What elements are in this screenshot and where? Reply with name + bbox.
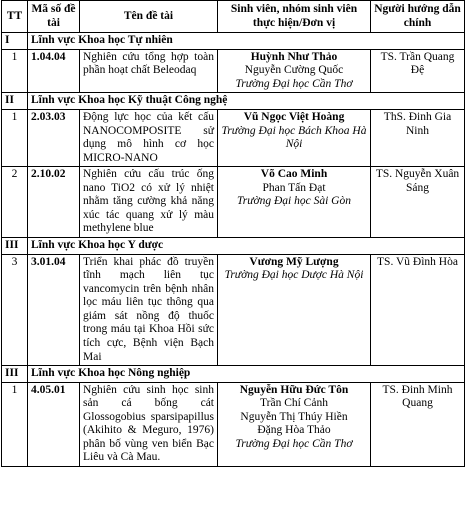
row-number: 1 xyxy=(2,109,28,166)
section-row xyxy=(2,366,465,383)
row-number: 1 xyxy=(2,49,28,93)
table-row xyxy=(2,167,465,238)
row-number: 1 xyxy=(2,382,28,466)
project-code: 1.04.04 xyxy=(28,49,80,93)
student-member: Nguyễn Thị Thúy Hiền xyxy=(240,410,348,423)
project-title: Động lực học của kết cấu NANOCOMPOSITE sử dụng mô hình cơ học MICRO-NANO xyxy=(80,109,218,166)
advisor-cell: TS. Vũ Đình Hòa xyxy=(371,254,465,366)
student-lead: Võ Cao Minh xyxy=(260,168,328,181)
table-row xyxy=(2,49,465,93)
advisor-cell: TS. Trần Quang Đệ xyxy=(371,49,465,93)
table-header-row xyxy=(2,1,465,33)
section-number: III xyxy=(2,366,28,383)
student-member: Trần Chí Cảnh xyxy=(260,397,328,410)
student-lead: Vương Mỹ Lượng xyxy=(249,255,339,268)
header-student: Sinh viên, nhóm sinh viên thực hiện/Đơn vị xyxy=(218,1,371,33)
student-lead: Nguyễn Hữu Đức Tôn xyxy=(239,383,349,396)
project-code: 2.10.02 xyxy=(28,167,80,238)
section-row xyxy=(2,93,465,110)
table-row xyxy=(2,254,465,366)
header-title: Tên đề tài xyxy=(80,1,218,33)
section-number: II xyxy=(2,93,28,110)
row-number: 2 xyxy=(2,167,28,238)
project-title: Nghiên cứu cấu trúc ống nano TiO2 có xử lý nhiệt nhằm tăng cường khả năng xúc tác quang xử lý màu methylene blue xyxy=(80,167,218,238)
project-code: 4.05.01 xyxy=(28,382,80,466)
student-unit: Trường Đại học Dược Hà Nội xyxy=(224,269,364,282)
student-cell xyxy=(218,382,371,466)
header-code: Mã số đề tài xyxy=(28,1,80,33)
section-row xyxy=(2,238,465,255)
advisor-cell: ThS. Đinh Gia Ninh xyxy=(371,109,465,166)
project-title: Nghiên cứu tổng hợp toàn phần hoạt chất Beleodaq xyxy=(80,49,218,93)
student-unit: Trường Đại học Sài Gòn xyxy=(236,195,351,208)
table-body xyxy=(2,33,465,467)
section-row xyxy=(2,33,465,50)
student-cell xyxy=(218,254,371,366)
student-lead: Huỳnh Như Thảo xyxy=(250,50,338,63)
project-code: 3.01.04 xyxy=(28,254,80,366)
row-number: 3 xyxy=(2,254,28,366)
award-table xyxy=(1,0,465,467)
student-member: Đặng Hòa Thảo xyxy=(257,424,331,437)
student-unit: Trường Đại học Bách Khoa Hà Nội xyxy=(221,124,367,151)
project-title: Triển khai phác đồ truyền tĩnh mạch liên tục vancomycin trên bệnh nhân lọc máu liên tục thông qua giám sát nồng độ thuốc trong máu tại Khoa Hồi sức tích cực, Bệnh viện Bạch Mai xyxy=(80,254,218,366)
section-title: Lĩnh vực Khoa học Kỹ thuật Công nghệ xyxy=(28,93,465,110)
advisor-cell: TS. Đinh Minh Quang xyxy=(371,382,465,466)
table-row xyxy=(2,382,465,466)
student-cell xyxy=(218,109,371,166)
student-member: Nguyễn Cường Quốc xyxy=(244,64,344,77)
header-tt: TT xyxy=(2,1,28,33)
advisor-cell: TS. Nguyễn Xuân Sáng xyxy=(371,167,465,238)
section-number: I xyxy=(2,33,28,50)
student-cell xyxy=(218,167,371,238)
student-unit: Trường Đại học Cần Thơ xyxy=(235,77,353,90)
student-cell xyxy=(218,49,371,93)
section-title: Lĩnh vực Khoa học Tự nhiên xyxy=(28,33,465,50)
student-lead: Vũ Ngọc Việt Hoàng xyxy=(243,110,345,123)
project-title: Nghiên cứu sinh học sinh sản cá bống cát Glossogobius sparsipapillus (Akihito & Meguro, 1976) phân bố vùng ven biển Bạc Liêu và Cà Mau. xyxy=(80,382,218,466)
header-advisor: Người hướng dẫn chính xyxy=(371,1,465,33)
section-title: Lĩnh vực Khoa học Y dược xyxy=(28,238,465,255)
table-row xyxy=(2,109,465,166)
student-unit: Trường Đại học Cần Thơ xyxy=(235,437,353,450)
student-member: Phan Tấn Đạt xyxy=(262,181,326,194)
project-code: 2.03.03 xyxy=(28,109,80,166)
section-title: Lĩnh vực Khoa học Nông nghiệp xyxy=(28,366,465,383)
section-number: III xyxy=(2,238,28,255)
